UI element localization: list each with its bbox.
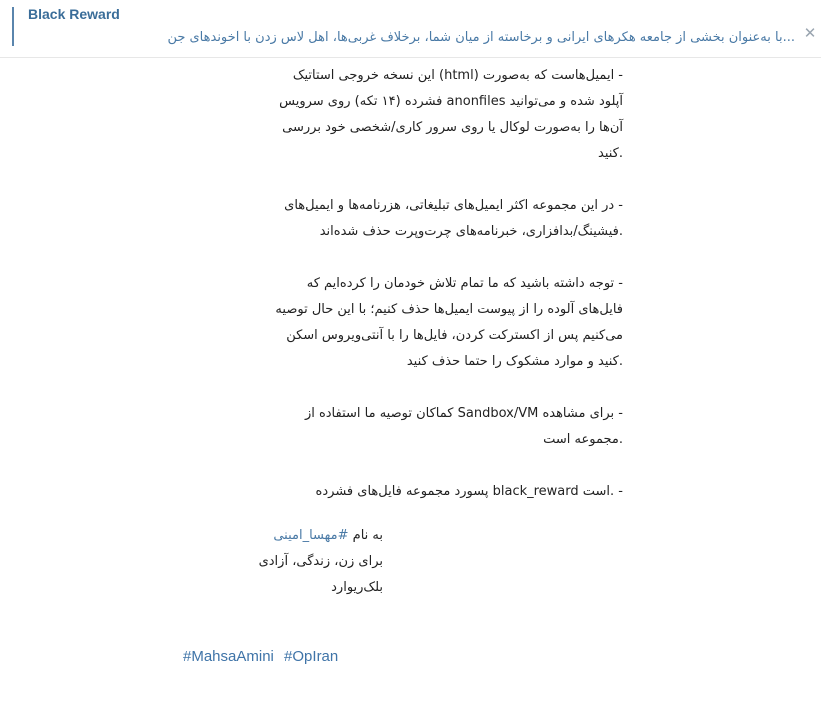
hashtag-link[interactable]: #مهسا_امینی (273, 528, 349, 543)
message-paragraph: - توجه داشته باشید که ما تمام تلاش خودمان را کرده‌ایم که فایل‌های آلوده را از پیوست ایمیل‌ها حذف کنیم؛ با این حال توصیه می‌کنیم پس از اکسترکت کردن، فایل‌ها را با آنتی‌ویروس اسکن .کنید و موارد مشکوک را حتما حذف کنید (275, 276, 623, 369)
pinned-title: Black Reward (28, 6, 120, 22)
message-body (183, 63, 623, 531)
message-paragraph: - برای مشاهده Sandbox/VM کماکان توصیه ما استفاده از .مجموعه است (304, 406, 623, 447)
message-paragraph: - در این مجموعه اکثر ایمیل‌های تبلیغاتی، هزرنامه‌ها و ایمیل‌های .فیشینگ/بدافزاری، خبرنامه‌های چرت‌وپرت حذف شده‌اند (284, 198, 623, 239)
hashtag-row (183, 648, 344, 665)
hashtag-link[interactable]: #OpIran (284, 648, 339, 665)
signature-prefix: به نام (348, 528, 383, 543)
hashtag-link[interactable]: #MahsaAmini (183, 648, 274, 665)
signature-line-2: برای زن، زندگی، آزادی (258, 554, 383, 569)
pinned-preview-text[interactable]: ...با به‌عنوان بخشی از جامعه هکرهای ایرانی و برخاسته از میان شما، برخلاف غربی‌ها، اهل لاس زدن با آخوندهای جن (167, 30, 795, 45)
message-paragraph: - .است black_reward پسورد مجموعه فایل‌های فشرده (315, 484, 623, 499)
message-paragraph: - ایمیل‌هاست که به‌صورت (html) این نسخه خروجی استاتیک آپلود شده و می‌توانید anonfiles فشرده (۱۴ تکه) روی سرویس آن‌ها را به‌صورت لوکال یا روی سرور کاری/شخصی خود بررسی .کنید (279, 68, 623, 161)
signature-line-3: بلک‌ریوارد (331, 580, 383, 595)
close-icon[interactable]: ✕ (803, 24, 817, 42)
pinned-message-bar[interactable] (0, 0, 821, 58)
signature-block (183, 523, 383, 601)
signature-line-1 (228, 523, 383, 549)
